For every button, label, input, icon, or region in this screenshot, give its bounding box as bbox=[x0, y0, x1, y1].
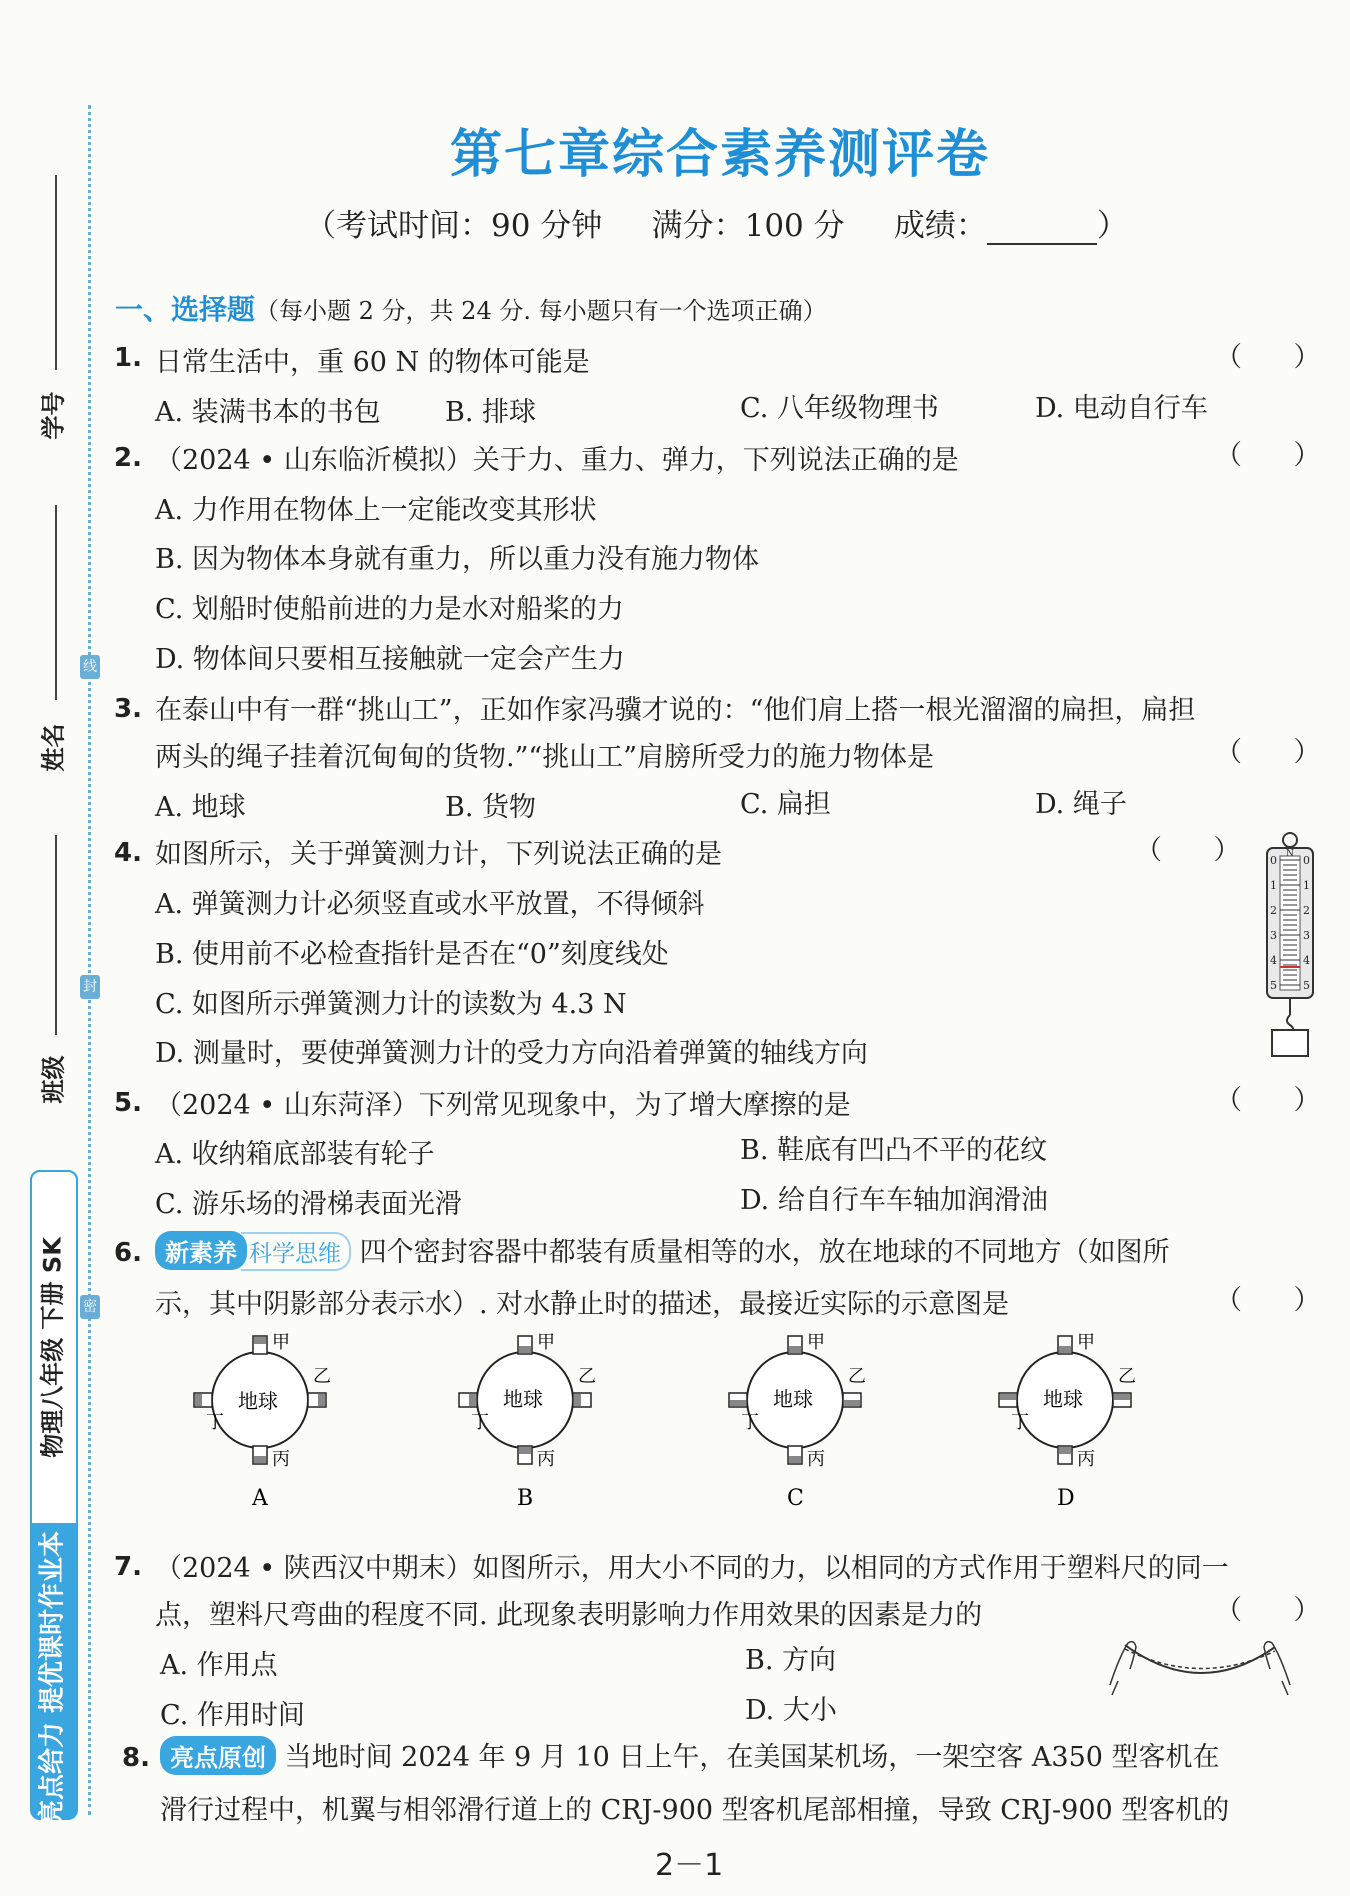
binding-sidebar bbox=[0, 0, 118, 1896]
diagram-b bbox=[459, 1332, 596, 1511]
q3-option-a: A. 地球 bbox=[155, 792, 246, 823]
q3-stem-line1: 在泰山中有一群“挑山工”，正如作家冯骥才说的：“他们肩上搭一根光溜溜的扁担，扁担 bbox=[155, 695, 1196, 726]
q4-option-b: B. 使用前不必检查指针是否在“0”刻度线处 bbox=[155, 939, 669, 970]
diagram-a-bing: 丙 bbox=[272, 1449, 290, 1470]
q5-option-a: A. 收纳箱底部装有轮子 bbox=[155, 1139, 435, 1170]
diagram-d bbox=[999, 1332, 1136, 1511]
scale-tick-right-3: 3 bbox=[1303, 929, 1310, 942]
diagram-b-earth-label: 地球 bbox=[503, 1387, 543, 1411]
q2-answer-paren[interactable]: （ ） bbox=[1215, 440, 1321, 471]
q3-option-d: D. 绳子 bbox=[1035, 789, 1127, 820]
page-title: 第七章综合素养测评卷 bbox=[449, 124, 990, 185]
q4-option-c: C. 如图所示弹簧测力计的读数为 4.3 N bbox=[155, 989, 627, 1020]
q7-option-a: A. 作用点 bbox=[160, 1650, 278, 1681]
q7-option-c: C. 作用时间 bbox=[160, 1700, 305, 1731]
scale-tick-right-1: 1 bbox=[1303, 879, 1310, 892]
book-title-top: 物理八年级 下册 SK bbox=[38, 1237, 67, 1458]
scale-tick-left-4: 4 bbox=[1270, 954, 1277, 967]
q6-number: 6. bbox=[114, 1238, 142, 1268]
diagram-a-ding: 丁 bbox=[206, 1412, 224, 1433]
exam-time: （考试时间：90 分钟 bbox=[305, 208, 603, 244]
banji-label: 班级 bbox=[39, 1055, 68, 1104]
diagram-c-bing: 丙 bbox=[807, 1449, 825, 1470]
q2-stem: （2024 • 山东临沂模拟）关于力、重力、弹力，下列说法正确的是 bbox=[155, 445, 959, 476]
diagram-d-jia: 甲 bbox=[1077, 1332, 1095, 1353]
q6-text-line1: 四个密封容器中都装有质量相等的水，放在地球的不同地方（如图所 bbox=[359, 1237, 1170, 1268]
scale-tick-left-0: 0 bbox=[1270, 854, 1277, 867]
mark-mi: 密 bbox=[80, 1295, 100, 1319]
q7-stem-line2: 点，塑料尺弯曲的程度不同. 此现象表明影响力作用效果的因素是力的 bbox=[155, 1600, 983, 1631]
diagram-b-bing: 丙 bbox=[537, 1449, 555, 1470]
diagram-a-earth-label: 地球 bbox=[238, 1389, 278, 1413]
scale-tick-left-5: 5 bbox=[1270, 979, 1277, 992]
q2-option-c: C. 划船时使船前进的力是水对船桨的力 bbox=[155, 594, 624, 625]
q6-stem-line1 bbox=[155, 1230, 1170, 1271]
diagram-d-label: D bbox=[1057, 1486, 1075, 1511]
q3-option-c: C. 扁担 bbox=[740, 789, 831, 820]
diagram-b-jia: 甲 bbox=[537, 1332, 555, 1353]
q7-number: 7. bbox=[114, 1552, 142, 1582]
diagram-d-earth-label: 地球 bbox=[1043, 1387, 1083, 1411]
q1-stem: 日常生活中，重 60 N 的物体可能是 bbox=[155, 347, 590, 378]
section-header bbox=[115, 288, 827, 328]
q5-option-c: C. 游乐场的滑梯表面光滑 bbox=[155, 1189, 462, 1220]
ruler-bending-figure bbox=[1090, 1625, 1310, 1705]
scale-tick-right-5: 5 bbox=[1303, 979, 1310, 992]
q7-stem-line1: （2024 • 陕西汉中期末）如图所示，用大小不同的力，以相同的方式作用于塑料尺的同一 bbox=[155, 1553, 1229, 1584]
xingming-line bbox=[55, 505, 57, 700]
diagram-c-label: C bbox=[787, 1486, 804, 1511]
q6-earth-diagrams bbox=[150, 1320, 1136, 1520]
diagram-d-ding: 丁 bbox=[1011, 1412, 1029, 1433]
mark-feng: 封 bbox=[80, 975, 100, 999]
q1-answer-paren[interactable]: （ ） bbox=[1215, 342, 1321, 373]
book-title-bottom: 亮点给力 提优课时作业本 bbox=[37, 1530, 68, 1827]
q8-stem-line2: 滑行过程中，机翼与相邻滑行道上的 CRJ-900 型客机尾部相撞，导致 CRJ-900 型客机的 bbox=[160, 1795, 1230, 1826]
section-name: 一、选择题 bbox=[115, 293, 256, 326]
banji-line bbox=[55, 835, 57, 1035]
q7-answer-paren[interactable]: （ ） bbox=[1215, 1595, 1321, 1626]
q6-tag-new-literacy: 新素养 bbox=[155, 1231, 247, 1270]
scale-tick-left-1: 1 bbox=[1270, 879, 1277, 892]
diagram-d-yi: 乙 bbox=[1118, 1366, 1136, 1387]
q2-option-b: B. 因为物体本身就有重力，所以重力没有施力物体 bbox=[155, 544, 760, 575]
q3-stem-line2: 两头的绳子挂着沉甸甸的货物.”“挑山工”肩膀所受力的施力物体是 bbox=[155, 742, 934, 773]
q4-answer-paren[interactable]: （ ） bbox=[1135, 835, 1241, 866]
q1-option-c: C. 八年级物理书 bbox=[740, 393, 939, 424]
scale-tick-right-4: 4 bbox=[1303, 954, 1310, 967]
q5-option-d: D. 给自行车车轴加润滑油 bbox=[740, 1185, 1048, 1216]
diagram-a-label: A bbox=[252, 1486, 268, 1511]
spring-scale-figure bbox=[1250, 830, 1330, 1060]
scale-tick-right-2: 2 bbox=[1303, 904, 1310, 917]
q5-option-b: B. 鞋底有凹凸不平的花纹 bbox=[740, 1135, 1048, 1166]
q7-option-d: D. 大小 bbox=[745, 1695, 837, 1726]
q8-tag-original: 亮点原创 bbox=[160, 1736, 276, 1775]
diagram-b-label: B bbox=[517, 1486, 534, 1511]
q8-stem-line1 bbox=[160, 1735, 1220, 1775]
mark-xian: 线 bbox=[80, 655, 100, 679]
q5-answer-paren[interactable]: （ ） bbox=[1215, 1085, 1321, 1116]
diagram-c bbox=[729, 1332, 866, 1511]
q6-stem-line2: 示，其中阴影部分表示水）. 对水静止时的描述，最接近实际的示意图是 bbox=[155, 1289, 1010, 1320]
xuehao-label: 学号 bbox=[39, 391, 68, 440]
exam-info bbox=[305, 200, 1128, 245]
diagram-c-earth-label: 地球 bbox=[773, 1387, 813, 1411]
q4-option-a: A. 弹簧测力计必须竖直或水平放置，不得倾斜 bbox=[155, 889, 705, 920]
q3-number: 3. bbox=[114, 694, 142, 724]
diagram-a-yi: 乙 bbox=[313, 1366, 331, 1387]
q1-number: 1. bbox=[114, 343, 142, 373]
q8-number: 8. bbox=[122, 1743, 150, 1773]
diagram-b-ding: 丁 bbox=[471, 1412, 489, 1433]
page-number: 2－1 bbox=[655, 1848, 724, 1883]
scale-tick-right-0: 0 bbox=[1303, 854, 1310, 867]
q6-answer-paren[interactable]: （ ） bbox=[1215, 1285, 1321, 1316]
q2-option-d: D. 物体间只要相互接触就一定会产生力 bbox=[155, 644, 625, 675]
q1-option-d: D. 电动自行车 bbox=[1035, 393, 1208, 424]
xuehao-line bbox=[55, 175, 57, 370]
exam-full-score: 满分：100 分 bbox=[651, 208, 845, 244]
binding-dotted-line bbox=[88, 105, 91, 1815]
q4-stem: 如图所示，关于弹簧测力计，下列说法正确的是 bbox=[155, 839, 722, 870]
exam-close-paren: ） bbox=[1096, 208, 1128, 244]
q1-option-a: A. 装满书本的书包 bbox=[155, 397, 381, 428]
diagram-d-bing: 丙 bbox=[1077, 1449, 1095, 1470]
q3-option-b: B. 货物 bbox=[445, 792, 537, 823]
scale-tick-left-2: 2 bbox=[1270, 904, 1277, 917]
diagram-c-yi: 乙 bbox=[848, 1366, 866, 1387]
section-note: （每小题 2 分，共 24 分. 每小题只有一个选项正确） bbox=[255, 297, 827, 325]
diagram-a-jia: 甲 bbox=[272, 1332, 290, 1353]
q4-option-d: D. 测量时，要使弹簧测力计的受力方向沿着弹簧的轴线方向 bbox=[155, 1038, 868, 1069]
exam-grade-label: 成绩： bbox=[893, 208, 987, 244]
diagram-b-yi: 乙 bbox=[578, 1366, 596, 1387]
q4-number: 4. bbox=[114, 838, 142, 868]
diagram-a bbox=[194, 1332, 331, 1511]
grade-blank[interactable] bbox=[987, 213, 1097, 245]
scale-weight-block bbox=[1272, 1030, 1308, 1056]
diagram-c-jia: 甲 bbox=[807, 1332, 825, 1353]
xingming-label: 姓名 bbox=[39, 723, 68, 772]
q8-text-line1: 当地时间 2024 年 9 月 10 日上午，在美国某机场，一架空客 A350 型客机在 bbox=[284, 1742, 1220, 1773]
q3-answer-paren[interactable]: （ ） bbox=[1215, 737, 1321, 768]
q2-number: 2. bbox=[114, 443, 142, 473]
diagram-c-ding: 丁 bbox=[741, 1412, 759, 1433]
scale-tick-left-3: 3 bbox=[1270, 929, 1277, 942]
q6-tag-science-thinking: 科学思维 bbox=[241, 1232, 351, 1271]
q1-option-b: B. 排球 bbox=[445, 397, 537, 428]
q2-option-a: A. 力作用在物体上一定能改变其形状 bbox=[155, 495, 597, 526]
scale-unit: N bbox=[1286, 849, 1294, 859]
q5-stem: （2024 • 山东菏泽）下列常见现象中，为了增大摩擦的是 bbox=[155, 1090, 851, 1121]
q7-option-b: B. 方向 bbox=[745, 1645, 837, 1676]
q5-number: 5. bbox=[114, 1088, 142, 1118]
